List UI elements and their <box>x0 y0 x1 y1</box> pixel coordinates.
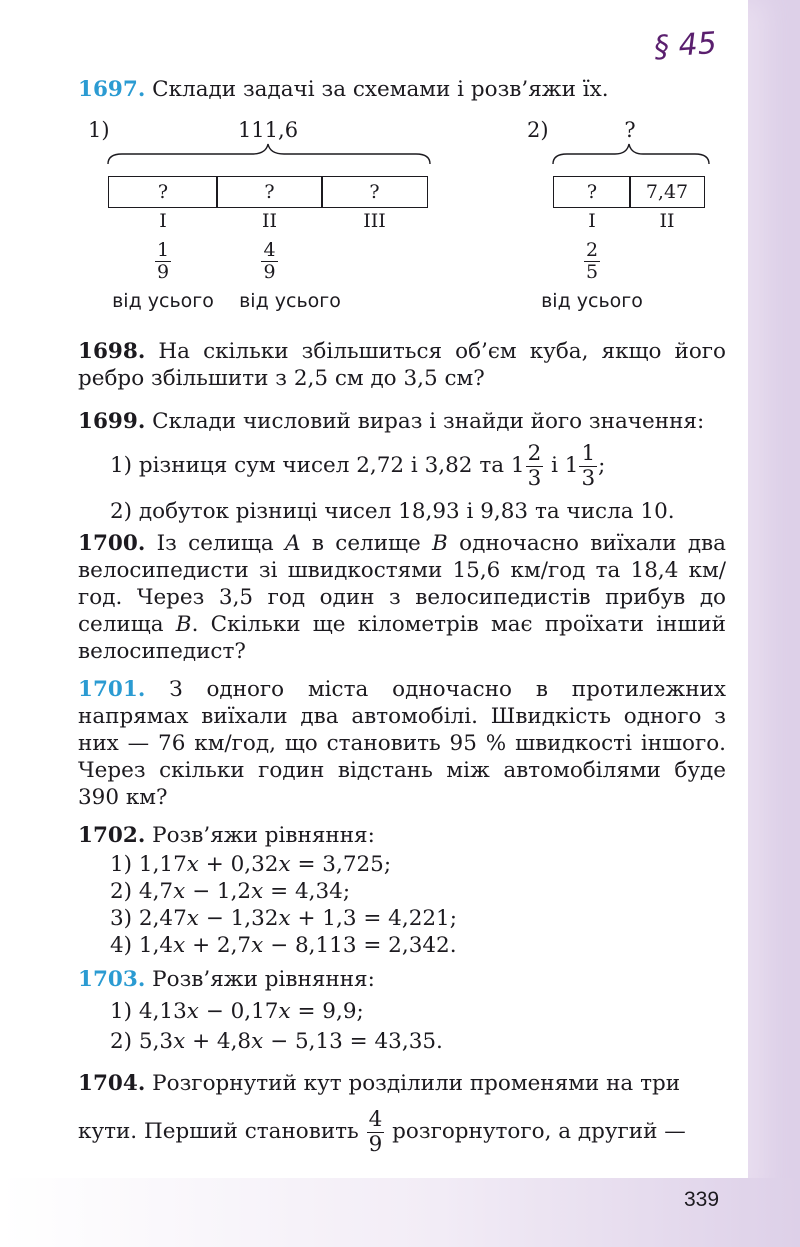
exercise-text: Склади задачі за схемами і розв’яжи їх. <box>152 77 609 102</box>
variable-x: x <box>173 933 186 958</box>
variable-x: x <box>251 933 264 958</box>
brace-2 <box>545 140 720 170</box>
item-text: ; <box>598 453 606 478</box>
variable-x: x <box>186 852 199 877</box>
exercise-number: 1702. <box>78 823 146 848</box>
equation-part: 1) 1,17 <box>110 852 187 877</box>
part-label: II <box>261 210 277 232</box>
fraction-denominator: 9 <box>263 261 276 283</box>
equation-part: = 3,725; <box>290 852 392 877</box>
exercise-text: Розв’яжи рівняння: <box>152 967 375 992</box>
equation-part: + 2,7 <box>185 933 252 958</box>
mixed-number <box>510 441 544 491</box>
item-text: 1) різниця сум чисел 2,72 і 3,82 та <box>110 453 511 478</box>
variable-x: x <box>278 852 291 877</box>
equation-part: 2) 4,7 <box>110 879 174 904</box>
scheme-label: 1) <box>88 118 110 142</box>
exercise-text: . Скільки ще кілометрів має проїхати інший велосипедист? <box>78 612 726 664</box>
exercise-text: в селище <box>300 531 433 556</box>
section-mark: § 45 <box>652 25 718 66</box>
variable-x: x <box>186 999 199 1024</box>
scheme-total: 111,6 <box>237 118 299 142</box>
equation-part: 2) 5,3 <box>110 1029 174 1054</box>
part-label: I <box>159 210 167 232</box>
fraction-denominator: 3 <box>581 465 596 491</box>
mixed-whole: 1 <box>564 453 579 478</box>
scheme-cell: ? <box>321 176 428 208</box>
part-label: III <box>363 210 386 232</box>
exercise-number: 1701. <box>78 677 146 702</box>
fraction-numerator: 4 <box>368 1107 383 1132</box>
exercise-text: На скільки збільшиться об’єм куба, якщо його ребро збільшити з 2,5 см до 3,5 см? <box>78 339 726 391</box>
exercise-1704-line-2 <box>78 1104 726 1160</box>
scheme-cell: ? <box>108 176 218 208</box>
variable-x: x <box>173 1029 186 1054</box>
part-label: II <box>659 210 675 232</box>
exercise-text: Склади числовий вираз і знайди його значення: <box>152 409 705 434</box>
part-label: I <box>588 210 596 232</box>
equation-part: + 4,8 <box>185 1029 252 1054</box>
fraction-denominator: 5 <box>585 261 599 283</box>
exercise-number: 1698. <box>78 339 146 364</box>
item-text: і <box>544 453 565 478</box>
scheme-cell: ? <box>216 176 323 208</box>
equation <box>110 997 443 1027</box>
page-number: 339 <box>684 1188 720 1211</box>
variable-B: B <box>432 531 448 556</box>
equation-part: 4) 1,4 <box>110 933 174 958</box>
exercise-text: Розв’яжи рівняння: <box>152 823 375 848</box>
exercise-1702 <box>78 822 726 849</box>
equation-part: = 4,34; <box>263 879 351 904</box>
fraction-denominator: 9 <box>368 1131 383 1157</box>
equation-list <box>110 997 443 1057</box>
variable-x: x <box>278 906 291 931</box>
equation-part: − 1,2 <box>185 879 252 904</box>
exercise-text: одночасно виїхали два велосипедисти зі швидкостями 15,6 км/год та 18,4 км/год. Через 3,5 год один з велосипедистів прибув до селища <box>78 531 726 637</box>
scheme-cell: ? <box>553 176 631 208</box>
variable-x: x <box>186 906 199 931</box>
scheme-total: ? <box>624 118 636 142</box>
equation-part: − 0,17 <box>198 999 279 1024</box>
fraction-caption: від усього <box>112 290 214 312</box>
fraction-numerator: 2 <box>585 239 599 261</box>
fraction-caption: від усього <box>541 290 643 312</box>
exercise-1699-item-1 <box>110 438 605 494</box>
part-fraction <box>216 240 323 283</box>
exercise-number: 1703. <box>78 967 146 992</box>
exercise-1701 <box>78 676 726 811</box>
brace-1 <box>100 140 440 170</box>
exercise-number: 1704. <box>78 1071 146 1096</box>
fraction-caption: від усього <box>239 290 341 312</box>
exercise-number: 1697. <box>78 77 146 102</box>
part-fraction <box>108 240 218 283</box>
equation <box>110 878 457 905</box>
scheme-cell: 7,47 <box>629 176 705 208</box>
exercise-text: Розгорнутий кут розділили променями на три <box>152 1071 681 1096</box>
equation-part: + 0,32 <box>198 852 279 877</box>
exercise-1700 <box>78 530 726 665</box>
exercise-1698 <box>78 338 726 392</box>
equation <box>110 1027 443 1057</box>
mixed-number <box>564 441 598 491</box>
equation <box>110 932 457 959</box>
equation-part: − 5,13 = 43,35. <box>263 1029 443 1054</box>
variable-x: x <box>173 879 186 904</box>
scheme-label: 2) <box>527 118 549 142</box>
fraction-denominator: 3 <box>527 465 542 491</box>
equation-part: + 1,3 = 4,221; <box>290 906 457 931</box>
variable-B: B <box>175 612 192 637</box>
exercise-1699-item-2: 2) добуток різниці чисел 18,93 і 9,83 та числа 10. <box>110 499 675 524</box>
equation-part: − 8,113 = 2,342. <box>263 933 457 958</box>
equation <box>110 851 457 878</box>
exercise-1697 <box>78 76 726 103</box>
equation <box>110 905 457 932</box>
exercise-text: Із селища <box>156 531 286 556</box>
fraction-numerator: 4 <box>263 239 276 261</box>
variable-x: x <box>251 1029 264 1054</box>
fraction-numerator: 1 <box>156 239 170 261</box>
fraction-numerator: 1 <box>581 441 596 466</box>
variable-x: x <box>251 879 264 904</box>
variable-A: A <box>285 531 301 556</box>
equation-list <box>110 851 457 959</box>
fraction-numerator: 2 <box>527 441 542 466</box>
exercise-1703 <box>78 966 726 993</box>
equation-part: 1) 4,13 <box>110 999 187 1024</box>
exercise-text: З одного міста одночасно в протилежних напрямах виїхали два автомобілі. Швидкість одного з них — 76 км/год, що становить 95 % швидкості іншого. Через скільки годин відстань між автомобілями буде 390 км? <box>78 677 726 810</box>
fraction-denominator: 9 <box>156 261 170 283</box>
exercise-number: 1700. <box>78 531 146 556</box>
exercise-1704 <box>78 1070 726 1097</box>
variable-x: x <box>278 999 291 1024</box>
mixed-whole: 1 <box>510 453 525 478</box>
exercise-text: кути. Перший становить <box>78 1119 366 1144</box>
part-fraction <box>553 240 631 283</box>
equation-part: − 1,32 <box>198 906 279 931</box>
equation-part: = 9,9; <box>290 999 364 1024</box>
exercise-number: 1699. <box>78 409 146 434</box>
exercise-text: розгорнутого, а другий — <box>385 1119 686 1144</box>
exercise-1699 <box>78 408 726 435</box>
equation-part: 3) 2,47 <box>110 906 187 931</box>
page-bottom-band <box>0 1178 800 1247</box>
